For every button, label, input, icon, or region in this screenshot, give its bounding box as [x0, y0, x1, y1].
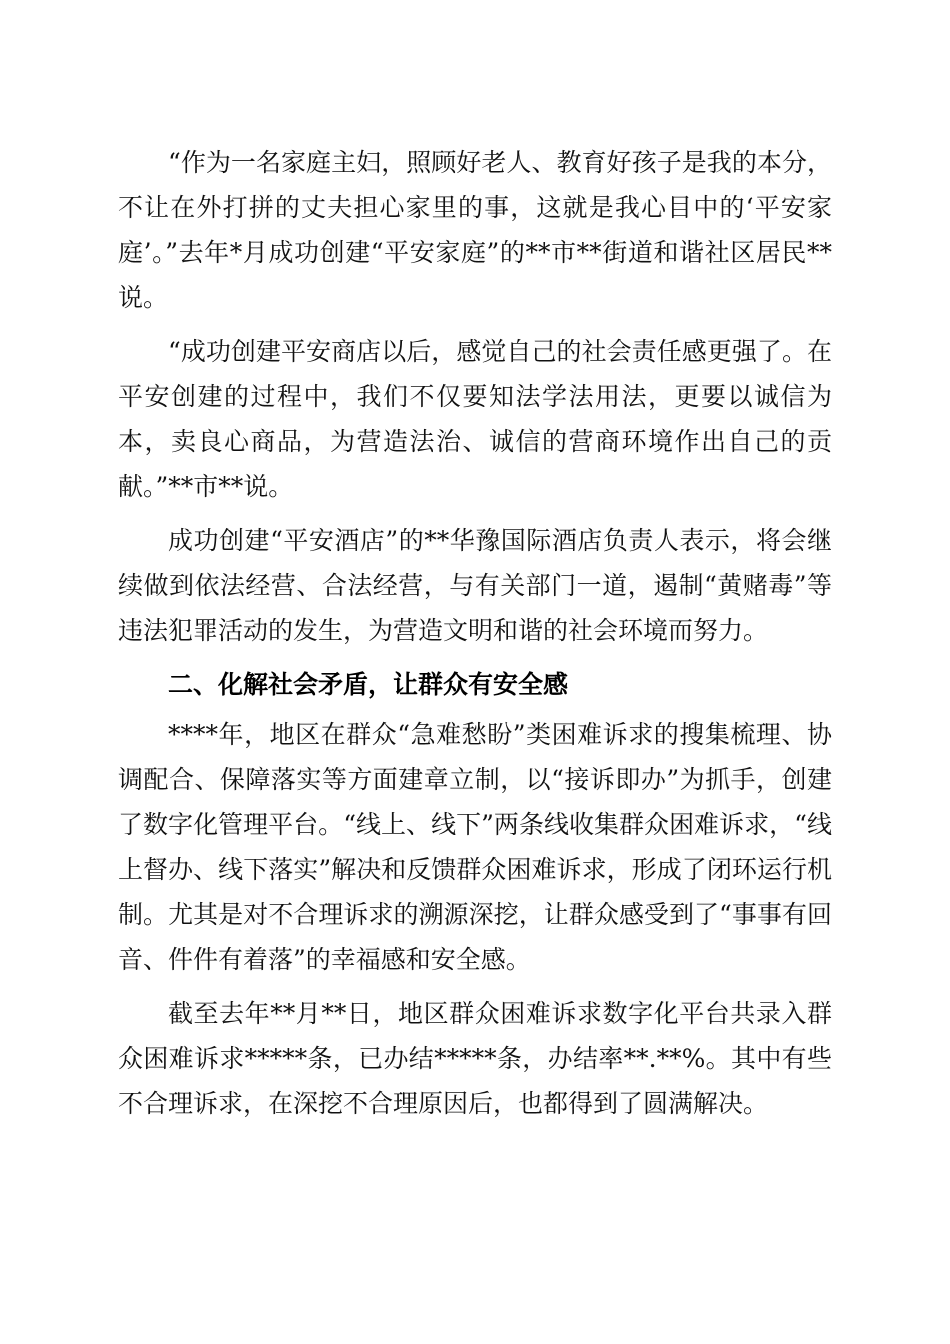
section-heading: 二、化解社会矛盾，让群众有安全感: [168, 670, 569, 699]
paragraph-hotel-statement: 成功创建“平安酒店”的**华豫国际酒店负责人表示，将会继续做到依法经营、合法经营，与有关部门一道，遏制“黄赌毒”等违法犯罪活动的发生，为营造文明和谐的社会环境而努力。: [118, 526, 832, 645]
paragraph-shop-quote: “成功创建平安商店以后，感觉自己的社会责任感更强了。在平安创建的过程中，我们不仅要知法学法用法，更要以诚信为本，卖良心商品，为营造法治、诚信的营商环境作出自己的贡献。”**市**说。: [118, 337, 832, 501]
paragraph-digital-platform: ****年，地区在群众“急难愁盼”类困难诉求的搜集梳理、协调配合、保障落实等方面建章立制，以“接诉即办”为抓手，创建了数字化管理平台。“线上、线下”两条线收集群众困难诉求，“线上督办、线下落实”解决和反馈群众困难诉求，形成了闭环运行机制。尤其是对不合理诉求的溯源深挖，让群众感受到了“事事有回音、件件有着落”的幸福感和安全感。: [118, 720, 832, 974]
document-body: [118, 140, 832, 1135]
paragraph-statistics: 截至去年**月**日，地区群众困难诉求数字化平台共录入群众困难诉求*****条，已办结*****条，办结率**.**%。其中有些不合理诉求，在深挖不合理原因后，也都得到了圆满解决。: [118, 999, 832, 1118]
paragraph-family-quote: “作为一名家庭主妇，照顾好老人、教育好孩子是我的本分，不让在外打拼的丈夫担心家里的事，这就是我心目中的‘平安家庭’。”去年*月成功创建“平安家庭”的**市**街道和谐社区居民**说。: [118, 148, 832, 312]
